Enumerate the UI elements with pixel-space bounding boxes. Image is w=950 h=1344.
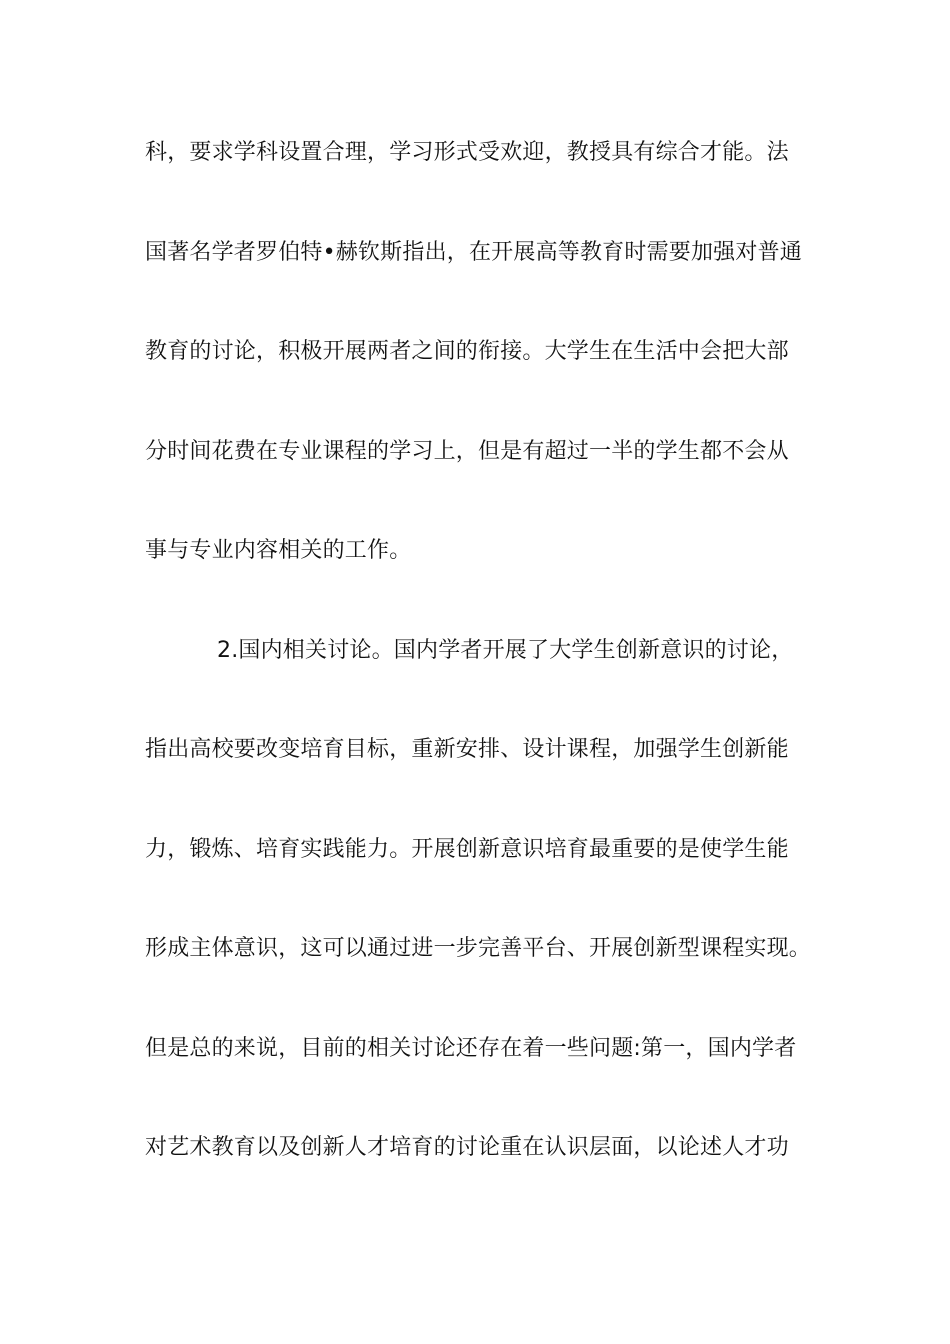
- text-line: 力，锻炼、培育实践能力。开展创新意识培育最重要的是使学生能: [145, 836, 789, 862]
- text-line: 国著名学者罗伯特•赫钦斯指出，在开展高等教育时需要加强对普通: [145, 239, 802, 265]
- text-line: 指出高校要改变培育目标，重新安排、设计课程，加强学生创新能: [145, 737, 789, 762]
- text-line: 形成主体意识，这可以通过进一步完善平台、开展创新型课程实现。: [145, 936, 812, 961]
- text-line: 但是总的来说，目前的相关讨论还存在着一些问题:第一，国内学者: [145, 1035, 797, 1061]
- section-heading-line: 2.国内相关讨论。国内学者开展了大学生创新意识的讨论，: [217, 637, 794, 663]
- text-line: 科，要求学科设置合理，学习形式受欢迎，教授具有综合才能。法: [145, 140, 789, 165]
- text-line: 对艺术教育以及创新人才培育的讨论重在认识层面，以论述人才功: [145, 1135, 789, 1160]
- body-text: [145, 128, 817, 1223]
- text-line: 事与专业内容相关的工作。: [145, 538, 412, 563]
- text-line: 分时间花费在专业课程的学习上，但是有超过一半的学生都不会从: [145, 438, 789, 464]
- text-line: 教育的讨论，积极开展两者之间的衔接。大学生在生活中会把大部: [145, 339, 789, 364]
